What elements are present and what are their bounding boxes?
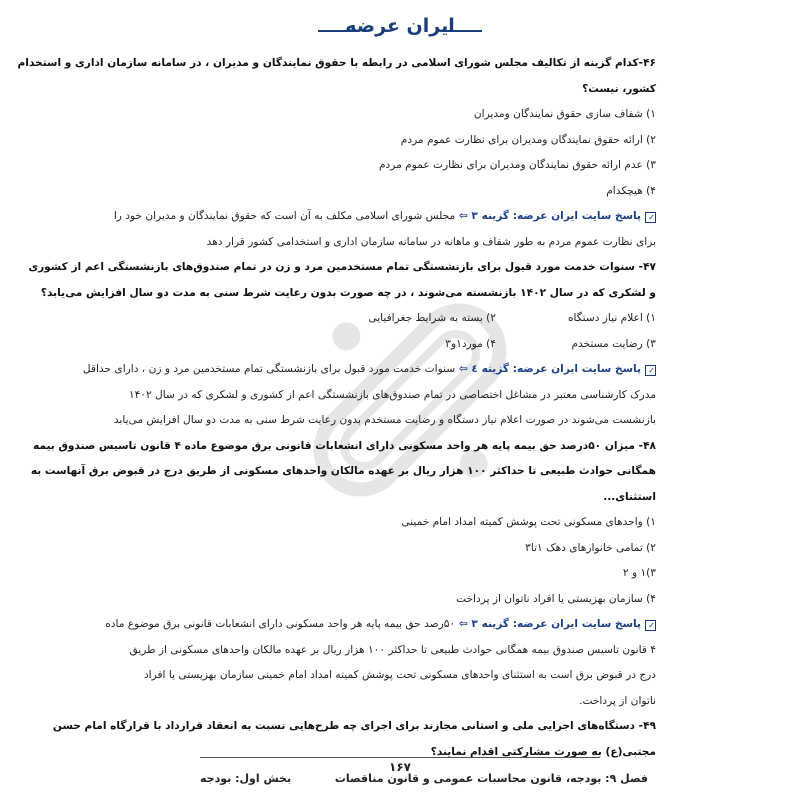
answer-heading: پاسخ سایت ایران عرضه: گزینه ٤ <box>471 363 641 375</box>
answer-option: ۱) اعلام نیاز دستگاه <box>568 312 656 324</box>
question-line: ۴۸- میزان ۵۰درصد حق بیمه پایه هر واحد مسکونی دارای انشعابات قانونی برق موضوع ماده ۴ قانون تاسیس صندوق بیمه <box>32 439 656 452</box>
answer-explanation-line <box>113 204 656 230</box>
answer-option: ۴) مورد۱و۳ <box>445 337 496 350</box>
checkbox-icon: ✓ <box>645 365 656 376</box>
text-line: ۴) سازمان بهزیستی یا افراد ناتوان از پرداخت <box>456 592 656 605</box>
question-line: کشور، نیست؟ <box>582 82 656 95</box>
text-line: ۲) ارائه حقوق نمایندگان ومدیران برای نظارت عموم مردم <box>400 133 656 146</box>
text-line: ۴ قانون تاسیس صندوق بیمه همگانی حوادث طبیعی تا حداکثر ۱۰۰ هزار ریال بر عهده مالکان واحدهای مسکونی از طریق <box>129 643 656 656</box>
answer-text: سنوات خدمت مورد قبول برای بازنشستگی تمام مستخدمین مرد و زن ، دارای حداقل <box>82 363 456 375</box>
document-body <box>17 51 656 765</box>
checkbox-icon: ✓ <box>645 620 656 631</box>
text-line: ۳)۱ و ۲ <box>622 567 656 579</box>
arrow-icon: ⇦ <box>455 210 472 222</box>
part-title: بخش اول: بودجه <box>200 772 292 785</box>
answer-heading: پاسخ سایت ایران عرضه: گزینه ۳ <box>471 210 641 222</box>
answer-option: ۳) رضایت مستخدم <box>571 337 656 350</box>
text-line: ۱) واحدهای مسکونی تحت پوشش کمیته امداد امام خمینی <box>401 516 656 528</box>
text-line: درج در قبوض برق است به استثنای واحدهای مسکونی تحت پوشش کمیته امداد امام خمینی سازمان بهزیستی یا افراد <box>143 669 656 681</box>
answer-option: ۲) بسته به شرایط جغرافیایی <box>368 312 496 324</box>
text-line: ۲) تمامی خانوارهای دهک ۱تا۳ <box>525 541 656 554</box>
site-logo <box>300 8 500 44</box>
answer-text: مجلس شورای اسلامی مکلف به آن است که حقوق نمایندگان و مدیران خود را <box>113 210 456 222</box>
checkbox-icon: ✓ <box>645 212 656 223</box>
answer-text: ۵۰رصد حق بیمه پایه هر واحد مسکونی دارای انشعابات قانونی برق موضوع ماده <box>105 618 456 630</box>
answer-heading: پاسخ سایت ایران عرضه: گزینه ۳ <box>471 618 641 630</box>
text-line: برای نظارت عموم مردم به طور شفاف و ماهانه در سامانه سازمان اداری و استخدامی کشور قرار دهد <box>206 235 656 248</box>
question-line: همگانی حوادث طبیعی تا حداکثر ۱۰۰ هزار ریال بر عهده مالکان واحدهای مسکونی از طریق درج در قبوض برق آنهاست به <box>30 465 656 477</box>
question-line: و لشکری که در سال ۱۴۰۲ بازنشسته می‌شوند ، در چه صورت بدون رعایت شرط سنی به مدت دو سال افزایش می‌یابد؟ <box>40 286 656 299</box>
page-number: ۱۶۷ <box>389 760 411 774</box>
text-line: ناتوان از پرداخت. <box>579 694 656 707</box>
logo-text: ایران عرضه <box>345 15 455 37</box>
question-line: ۴۷- سنوات خدمت مورد قبول برای بازنشستگی تمام مستخدمین مرد و زن در تمام صندوق‌های بازنشستگی اعم از کشوری <box>28 261 656 273</box>
text-line: مدرک کارشناسی معتبر در مشاغل اختصاصی در تمام صندوق‌های بازنشستگی اعم از کشوری و لشکری که در سال ۱۴۰۲ <box>128 388 656 401</box>
answer-options-row <box>150 332 656 358</box>
chapter-title: فصل ۹: بودجه، قانون محاسبات عمومی و قانون مناقصات <box>334 772 648 785</box>
question-line: استثنای... <box>603 490 656 503</box>
arrow-icon: ⇦ <box>455 618 472 630</box>
question-line: ۴۹- دستگاه‌های اجرایی ملی و استانی مجازند برای اجرای چه طرح‌هایی نسبت به انعقاد قرارداد با قرارگاه امام حسن <box>52 720 656 732</box>
text-line: بازنشست می‌شوند در صورت اعلام نیاز دستگاه و رضایت مستخدم بدون رعایت شرط سنی به مدت دو سال افزایش می‌یابد <box>113 414 656 426</box>
answer-explanation-line <box>82 357 656 383</box>
arrow-icon: ⇦ <box>455 363 472 375</box>
question-line: ۴۶-کدام گزینه از تکالیف مجلس شورای اسلامی در رابطه با حقوق نمایندگان و مدیران ، در سامانه سازمان اداری و استخدام <box>17 57 656 69</box>
answer-options-row <box>150 306 656 332</box>
footer-rule <box>200 757 600 758</box>
question-line: مجتبی(ع) به صورت مشارکتی اقدام نمایند؟ <box>430 745 656 758</box>
text-line: ۳) عدم ارائه حقوق نمایندگان ومدیران برای نظارت عموم مردم <box>379 159 656 171</box>
text-line: ۴) هیچکدام <box>606 184 656 197</box>
answer-explanation-line <box>105 612 656 638</box>
text-line: ۱) شفاف سازی حقوق نمایندگان ومدیران <box>473 108 656 120</box>
